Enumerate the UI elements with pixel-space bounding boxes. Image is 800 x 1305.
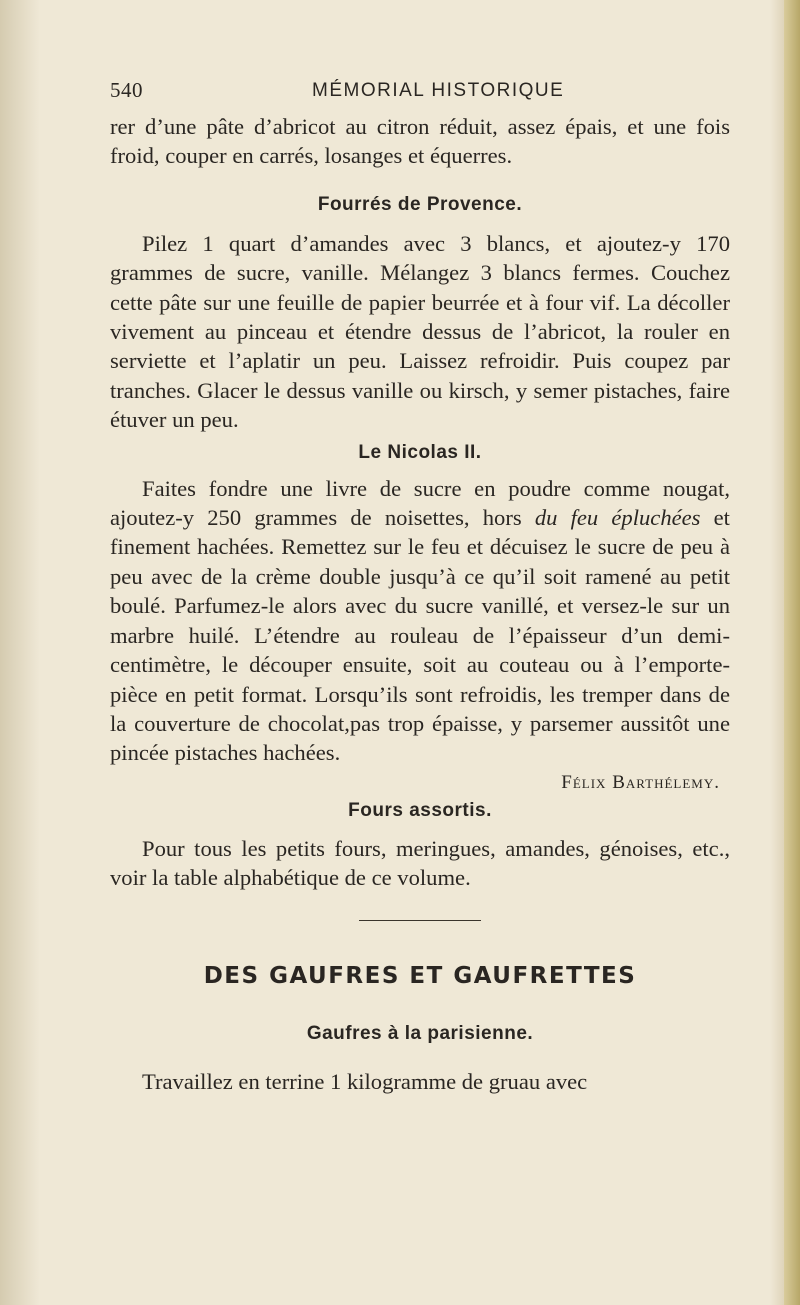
page-edge — [784, 0, 800, 1305]
running-title: MÉMORIAL HISTORIQUE — [312, 80, 565, 101]
recipe-text-gaufres: Travaillez en terrine 1 kilogramme de gruau avec — [142, 1068, 588, 1094]
nicolas-text-italic: du feu épluchées — [534, 505, 701, 531]
section-divider — [359, 920, 481, 921]
recipe-title-nicolas: Le Nicolas II. — [358, 441, 482, 463]
intro-paragraph: rer d’une pâte d’abricot au citron réduit, assez épais, et une fois froid, couper en carrés, losanges et équerres. — [110, 114, 730, 169]
recipe-title-gaufres: Gaufres à la parisienne. — [306, 1022, 534, 1044]
nicolas-text-start: Faites fondre une livre de sucre en poudre comme nougat, ajoutez-y 250 grammes de noisettes, hors — [110, 475, 730, 531]
recipe-text-nicolas — [110, 474, 730, 768]
recipe-text-fourres: Pilez 1 quart d’amandes avec 3 blancs, et ajoutez-y 170 grammes de sucre, vanille. Mélangez 3 blancs fermes. Couchez cette pâte sur une feuille de papier beurrée et à four vif. La décoller vivement au pinceau et étendre dessus de l’abricot, la rouler en serviette et l’aplatir un peu. Laissez refroidir. Puis coupez par tranches. Glacer le dessus vanille ou kirsch, y semer pistaches, faire étuver un peu. — [110, 230, 730, 433]
running-header — [0, 78, 800, 108]
nicolas-text-end: et finement hachées. Remettez sur le feu et décuisez le sucre de peu à peu avec de la crème double jusqu’à ce qu’il soit ramené au petit boulé. Parfumez-le alors avec du sucre vanillé, et versez-le sur un marbre huilé. L’étendre au rouleau de l’épaisseur d’un demi-centimètre, le découper ensuite, soit au couteau ou à l’emporte-pièce en petit format. Lorsqu’ils sont refroidis, les tremper dans de la couverture de chocolat,pas trop épaisse, y parsemer aussitôt une pincée pistaches hachées. — [110, 505, 730, 766]
chapter-title: DES GAUFRES ET GAUFRETTES — [203, 962, 637, 989]
recipe-title-fourres: Fourrés de Provence. — [317, 193, 523, 215]
page-number: 540 — [110, 78, 143, 102]
page-body — [110, 112, 730, 1096]
author-signature: Félix Barthélemy. — [561, 771, 720, 793]
recipe-title-fours: Fours assortis. — [348, 799, 492, 821]
recipe-text-fours: Pour tous les petits fours, meringues, amandes, génoises, etc., voir la table alphabétique de ce volume. — [110, 835, 730, 891]
